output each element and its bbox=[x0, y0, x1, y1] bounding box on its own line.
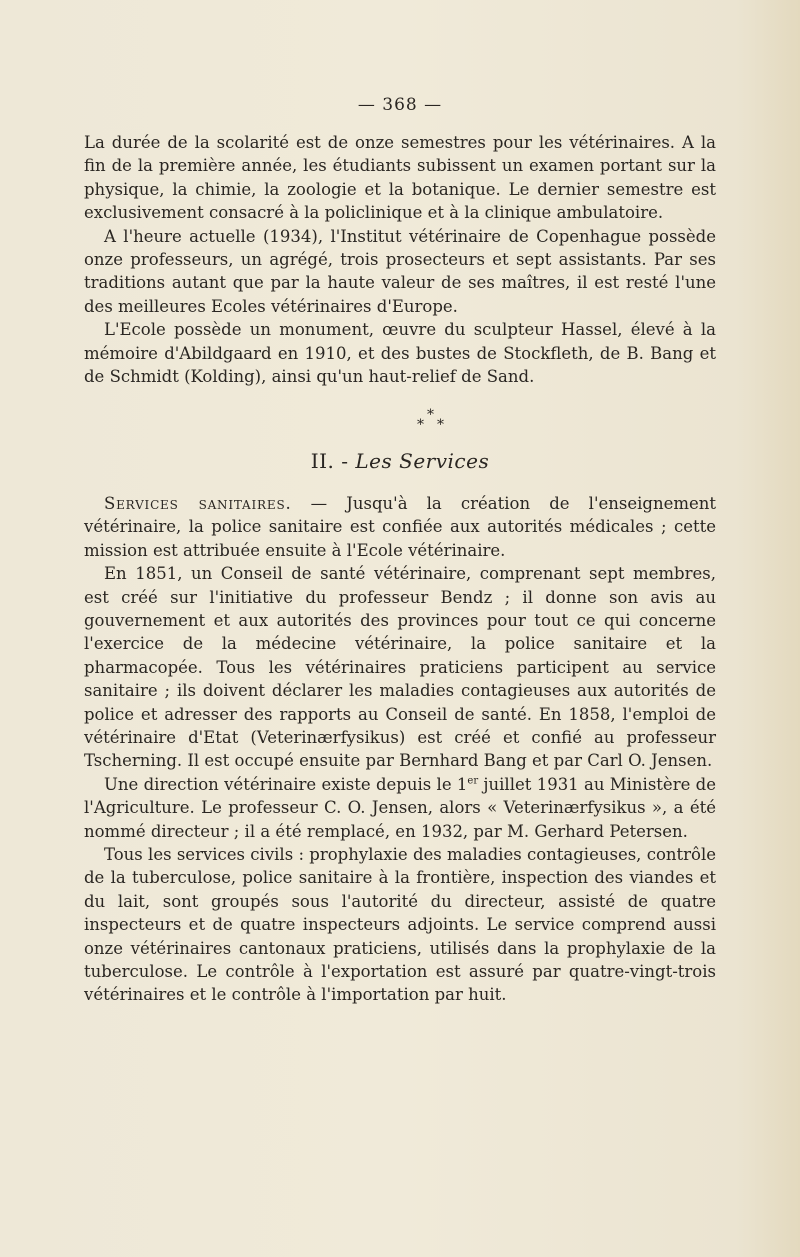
section-heading bbox=[84, 450, 716, 473]
paragraph-monument: L'Ecole possède un monument, œuvre du sculpteur Hassel, élevé à la mémoire d'Abildgaard en 1910, et des bustes de Stockfleth, de B. Bang et de Schmidt (Kolding), ainsi qu'un haut-relief de Sand. bbox=[84, 320, 716, 387]
asterism-star: * bbox=[427, 407, 434, 424]
direction-text-end: juillet 1931 au Ministère de l'Agriculture. Le professeur C. O. Jensen, alors « Veterinærfysikus », a été nommé directeur ; il a été remplacé, en 1932, par M. Gerhard Petersen. bbox=[84, 774, 716, 841]
paragraph-direction bbox=[84, 773, 716, 843]
ordinal-superscript: er bbox=[467, 775, 479, 787]
paragraph-conseil-1851: En 1851, un Conseil de santé vétérinaire, comprenant sept membres, est créé sur l'initiative du professeur Bendz ; il donne son avis au gouvernement et aux autorités des provinces pour tout ce qui concerne l'exercice de la médecine vétérinaire, la police sanitaire et la pharmacopée. Tous les vétérinaires praticiens participent au service sanitaire ; ils doivent déclarer les maladies contagieuses aux autorités de police et adresser des rapports au Conseil de santé. En 1858, l'emploi de vétérinaire d'Etat (Veterinærfysikus) est créé et confié au professeur Tscherning. Il est occupé ensuite par Bernhard Bang et par Carl O. Jensen. bbox=[84, 564, 716, 771]
direction-text-start: Une direction vétérinaire existe depuis le 1 bbox=[104, 774, 468, 794]
section-title: Les Services bbox=[355, 449, 490, 474]
run-in-heading: Services sanitaires. bbox=[104, 493, 292, 513]
asterism-star: * bbox=[437, 417, 444, 434]
section-number: II. - bbox=[310, 449, 349, 474]
page-number: — 368 — bbox=[357, 95, 443, 115]
asterism-separator bbox=[84, 396, 716, 444]
paragraph-services-civils: Tous les services civils : prophylaxie des maladies contagieuses, contrôle de la tuberculose, police sanitaire à la frontière, inspection des viandes et du lait, sont groupés sous l'autorité du directeur, assisté de quatre inspecteurs et de quatre inspecteurs adjoints. Le service comprend aussi onze vétérinaires cantonaux praticiens, utilisés dans la prophylaxie de la tuberculose. Le contrôle à l'exportation est assuré par quatre-vingt-trois vétérinaires et le contrôle à l'importation par huit. bbox=[84, 844, 716, 1005]
paragraph-services-sanitaires bbox=[84, 492, 716, 562]
paragraph-scolarite: La durée de la scolarité est de onze semestres pour les vétérinaires. A la fin de la première année, les étudiants subissent un examen portant sur la physique, la chimie, la zoologie et la botanique. Le dernier semestre est exclusivement consacré à la policlinique et à la clinique ambulatoire. bbox=[84, 133, 716, 223]
page-body bbox=[84, 131, 716, 1007]
asterism-star: * bbox=[417, 417, 424, 434]
paragraph-institut: A l'heure actuelle (1934), l'Institut vétérinaire de Copenhague possède onze professeurs, un agrégé, trois prosecteurs et sept assistants. Par ses traditions autant que par la haute valeur de ses maîtres, il est resté l'une des meilleures Ecoles vétérinaires d'Europe. bbox=[84, 226, 716, 316]
paragraph-services-text: — Jusqu'à la création de l'enseignement vétérinaire, la police sanitaire est confiée aux autorités médicales ; cette mission est attribuée ensuite à l'Ecole vétérinaire. bbox=[84, 493, 717, 560]
